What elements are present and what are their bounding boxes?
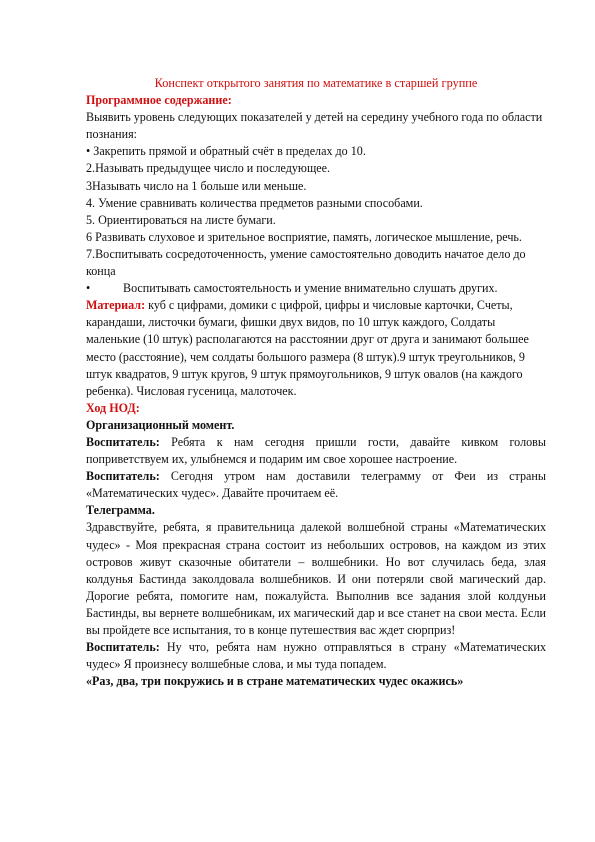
program-intro: Выявить уровень следующих показателей у детей на середину учебного года по области познания:	[86, 110, 543, 142]
program-heading: Программное содержание:	[86, 93, 232, 108]
material-paragraph	[86, 297, 546, 400]
telegram-text: Здравствуйте, ребята, я правительница далекой волшебной страны «Математических чудес» - Моя прекрасная страна состоит из небольших островов, на каждом из этих островов живут сказочные обитатели – волшебники. Но вот случилась беда, злая колдунья Бастинда заколдовала волшебников. И они потеряли свой магический дар. Дорогие ребята, помогите нам, пожалуйста. Выполнив все задания злой колдуньи Бастинды, вы вернете волшебникам, их магический дар и все станет на свои места. Если вы пройдете все испытания, то в конце путешествия вас ждет сюрприз!	[86, 520, 546, 637]
bullet-icon: •	[86, 281, 91, 296]
teacher-paragraph	[86, 468, 546, 502]
teacher-label: Воспитатель:	[86, 640, 160, 655]
magic-words: «Раз, два, три покружись и в стране математических чудес окажись»	[86, 674, 464, 689]
material-text: куб с цифрами, домики с цифрой, цифры и числовые карточки, Счеты, карандаши, листочки бумаги, фишки двух видов, по 10 штук каждого, Солдаты маленькие (10 штук) располагаются на расстоянии друг от друга и занимают большее место (расстояние), чем солдаты большого размера (8 штук).9 штук треугольников, 9 штук квадратов, 9 штук кругов, 9 штук прямоугольников, 9 штук овалов (на каждого ребенка). Числовая гусеница, малоточек.	[86, 298, 529, 398]
teacher-label: Воспитатель:	[86, 434, 160, 449]
program-item: 6 Развивать слуховое и зрительное восприятие, память, логическое мышление, речь.	[86, 229, 522, 244]
teacher-paragraph	[86, 639, 546, 673]
teacher-text: Сегодня утром нам доставили телеграмму от Феи из страны «Математических чудес». Давайте прочитаем её.	[86, 469, 546, 501]
program-item: 4. Умение сравнивать количества предметов разными способами.	[86, 195, 423, 210]
telegram-heading: Телеграмма.	[86, 503, 155, 518]
teacher-text: Ну что, ребята нам нужно отправляться в страну «Математических чудес» Я произнесу волшебные слова, и мы туда попадем.	[86, 640, 546, 672]
program-item: 2.Называть предыдущее число и последующее.	[86, 161, 331, 176]
program-item: 7.Воспитывать сосредоточенность, умение самостоятельно доводить начатое дело до конца	[86, 246, 526, 279]
program-item: 3Называть число на 1 больше или меньше.	[86, 178, 307, 193]
document-title: Конспект открытого занятия по математике в старшей группе	[154, 76, 478, 90]
material-label: Материал:	[86, 298, 146, 313]
teacher-text: Ребята к нам сегодня пришли гости, давайте кивком головы поприветствуем их, улыбнемся и подарим им свое хорошее настроение.	[86, 434, 546, 467]
document-body	[86, 75, 546, 690]
program-item: 5. Ориентироваться на листе бумаги.	[86, 212, 276, 227]
bullet-item-text: Воспитывать самостоятельность и умение внимательно слушать других.	[123, 281, 498, 296]
teacher-paragraph	[86, 434, 546, 468]
bullet-item	[86, 280, 546, 297]
org-moment-heading: Организационный момент.	[86, 417, 235, 432]
program-item: • Закрепить прямой и обратный счёт в пределах до 10.	[86, 144, 366, 159]
teacher-label: Воспитатель:	[86, 469, 160, 484]
course-heading: Ход НОД:	[86, 400, 140, 415]
